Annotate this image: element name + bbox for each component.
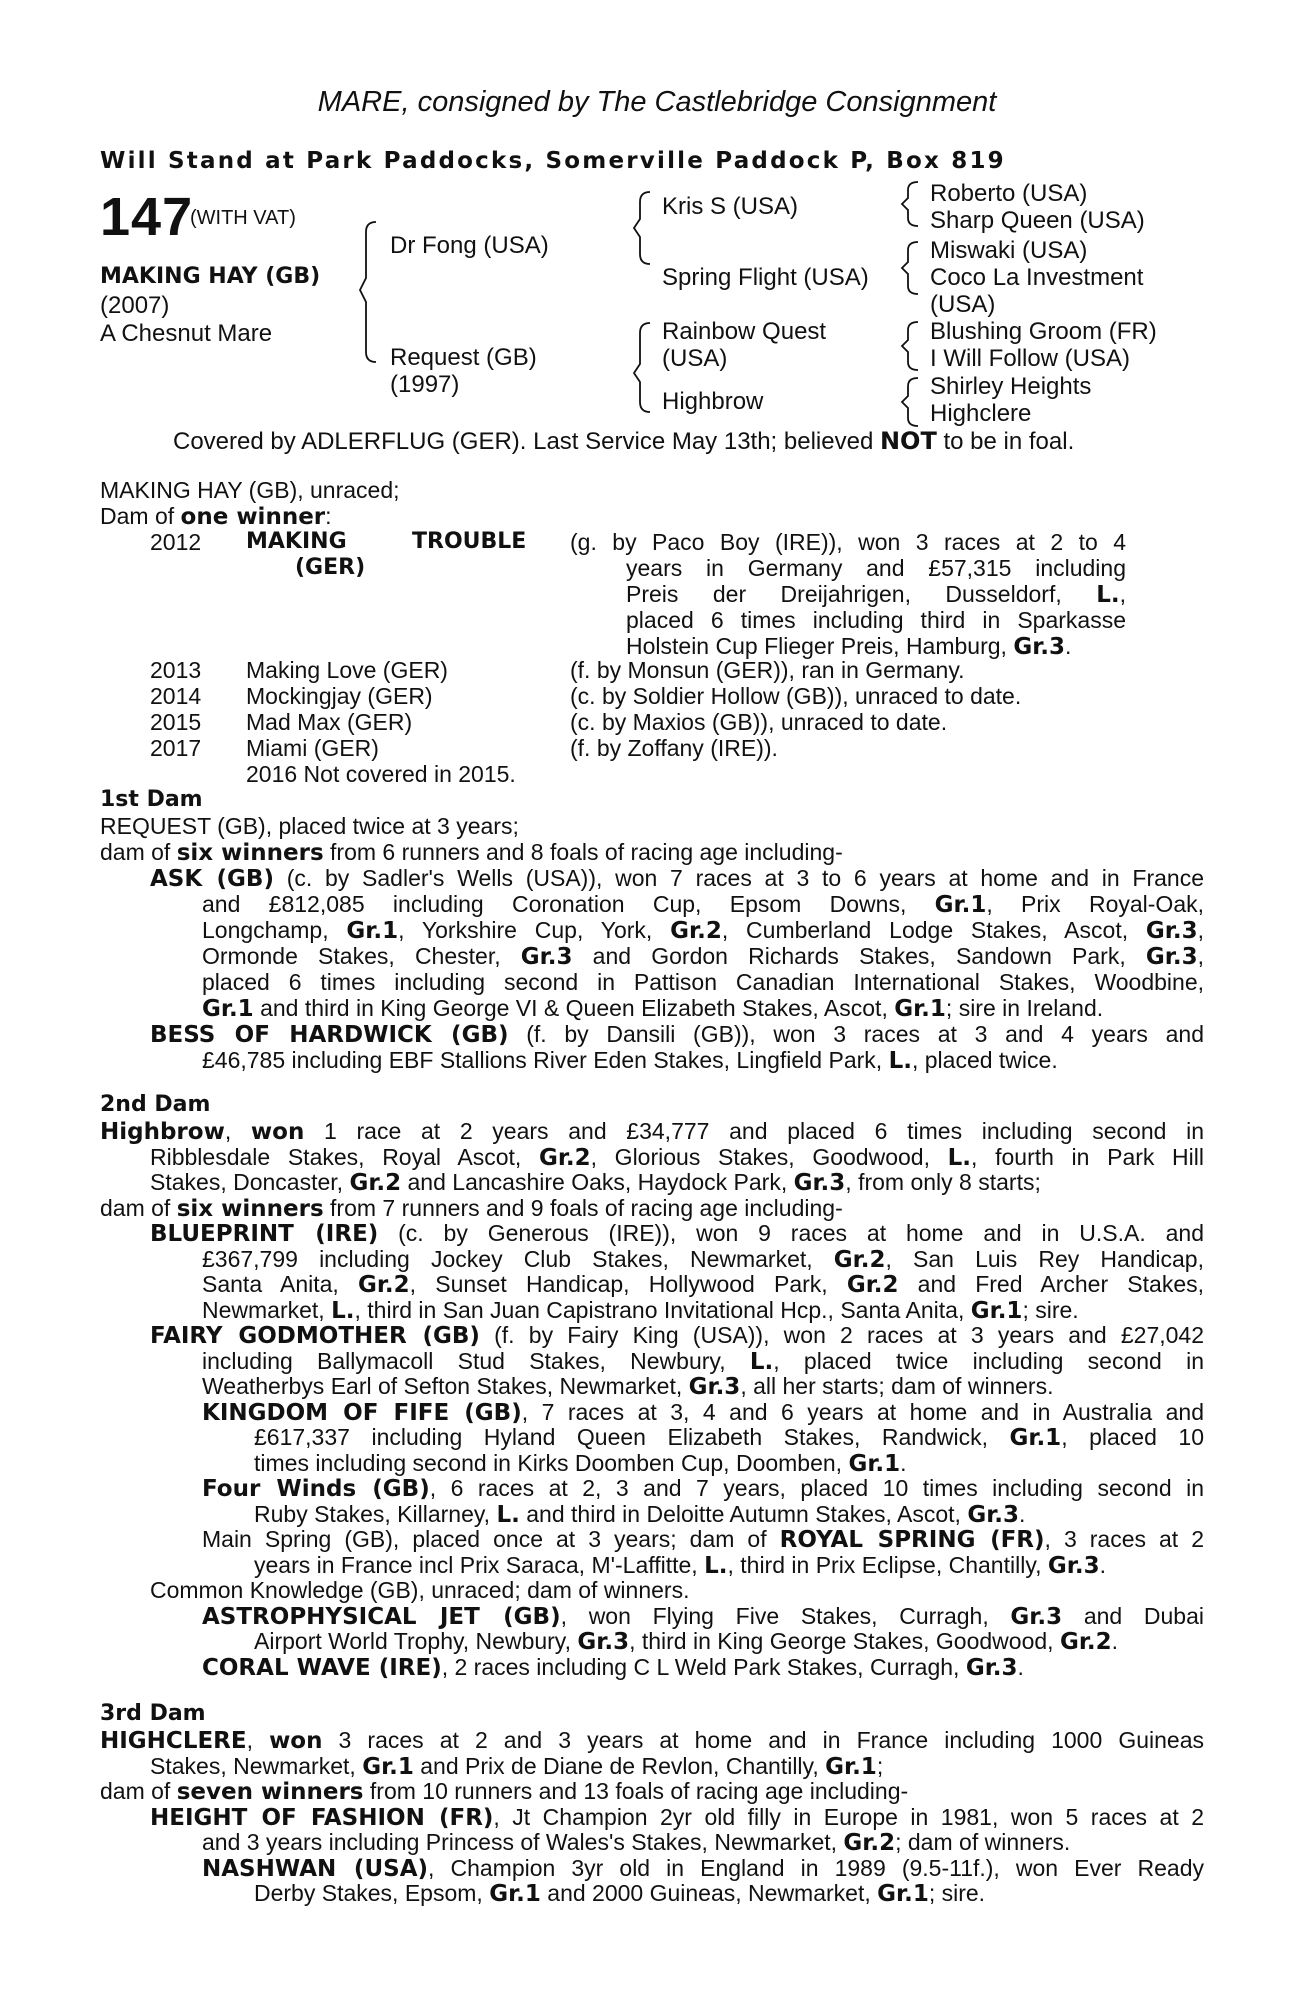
text-line: HEIGHT OF FASHION (FR), Jt Champion 2yr old filly in Europe in 1981, won 5 races at 2 [150, 1803, 1204, 1831]
text-line: Newmarket, L., third in San Juan Capistrano Invitational Hcp., Santa Anita, Gr.1; sire. [202, 1296, 1079, 1324]
dsd: I Will Follow (USA) [930, 345, 1131, 372]
text-line: placed 6 times including second in Pattison Canadian International Stakes, Woodbine, [202, 969, 1204, 995]
text-line: Four Winds (GB), 6 races at 2, 3 and 7 years, placed 10 times including second in [202, 1475, 1204, 1502]
produce-rec: (f. by Monsun (GER)), ran in Germany. [570, 657, 965, 683]
dam2-heading: 2nd Dam [100, 1092, 211, 1117]
text-line: FAIRY GODMOTHER (GB) (f. by Fairy King (USA)), won 2 races at 3 years and £27,042 [150, 1322, 1205, 1349]
text-line: Preis der Dreijahrigen, Dusseldorf, L., [626, 581, 1126, 608]
produce-year: 2013 [150, 657, 202, 683]
text-line: Gr.1 and third in King George VI & Queen Elizabeth Stakes, Ascot, Gr.1; sire in Ireland. [202, 995, 1104, 1022]
text-line: Highbrow, won 1 race at 2 years and £34,777 and placed 6 times including second in [100, 1118, 1205, 1145]
dam1-intro: REQUEST (GB), placed twice at 3 years; [100, 813, 519, 839]
sss: Roberto (USA) [930, 180, 1088, 207]
produce-year: 2014 [150, 683, 202, 709]
horse-description: A Chesnut Mare [100, 320, 273, 347]
text-line: Longchamp, Gr.1, Yorkshire Cup, York, Gr.2, Cumberland Lodge Stakes, Ascot, Gr.3, [202, 917, 1204, 944]
text-line: and 3 years including Princess of Wales's Stakes, Newmarket, Gr.2; dam of winners. [202, 1829, 1071, 1856]
text-line: ASK (GB) (c. by Sadler's Wells (USA)), won 7 races at 3 to 6 years at home and in France [150, 865, 1204, 892]
vat-note: (WITH VAT) [190, 207, 296, 229]
text-line: and £812,085 including Coronation Cup, Epsom Downs, Gr.1, Prix Royal-Oak, [202, 891, 1204, 918]
text-line: BESS OF HARDWICK (GB) (f. by Dansili (GB)), won 3 races at 3 and 4 years and [150, 1021, 1204, 1048]
produce-name: Mockingjay (GER) [246, 683, 433, 709]
dam: Request (GB) [390, 344, 537, 371]
dam3-heading: 3rd Dam [100, 1701, 206, 1726]
produce-name: Making Love (GER) [246, 657, 448, 683]
covered-note: Covered by ADLERFLUG (GER). Last Service May 13th; believed NOT to be in foal. [173, 427, 1075, 455]
text-line: Main Spring (GB), placed once at 3 years; dam of ROYAL SPRING (FR), 3 races at 2 [202, 1526, 1204, 1553]
text-line: ASTROPHYSICAL JET (GB), won Flying Five Stakes, Curragh, Gr.3 and Dubai [202, 1602, 1204, 1630]
dam-dam: Highbrow [662, 388, 764, 415]
produce-name: Miami (GER) [246, 735, 379, 761]
ddd: Highclere [930, 400, 1032, 427]
text-line: £46,785 including EBF Stallions River Eden Stakes, Lingfield Park, L., placed twice. [202, 1047, 1058, 1074]
ssd: Sharp Queen (USA) [930, 207, 1145, 234]
produce-rec: (f. by Zoffany (IRE)). [570, 735, 778, 761]
horse-name: MAKING HAY (GB) [100, 264, 321, 289]
produce-name: Mad Max (GER) [246, 709, 413, 735]
text-line: NASHWAN (USA), Champion 3yr old in England in 1989 (9.5-11f.), won Ever Ready [202, 1854, 1204, 1882]
text-line: KINGDOM OF FIFE (GB), 7 races at 3, 4 and 6 years at home and in Australia and [202, 1398, 1204, 1426]
sds: Miswaki (USA) [930, 237, 1088, 264]
sire-dam: Spring Flight (USA) [662, 264, 869, 291]
text-line: Ormonde Stakes, Chester, Gr.3 and Gordon Richards Stakes, Sandown Park, Gr.3, [202, 943, 1204, 970]
text-line: Ribblesdale Stakes, Royal Ascot, Gr.2, Glorious Stakes, Goodwood, L., fourth in Park Hill [150, 1143, 1204, 1171]
text-line: CORAL WAVE (IRE), 2 races including C L Weld Park Stakes, Curragh, Gr.3. [202, 1653, 1024, 1681]
produce-year: 2015 [150, 709, 202, 735]
stand-location: Will Stand at Park Paddocks, Somerville Paddock P, Box 819 [100, 148, 1006, 174]
dam-sire-line2: (USA) [662, 345, 728, 372]
sdd-line2: (USA) [930, 291, 996, 318]
dam-of-winners: Dam of one winner: [100, 503, 332, 530]
text-line: Santa Anita, Gr.2, Sunset Handicap, Hollywood Park, Gr.2 and Fred Archer Stakes, [202, 1271, 1204, 1298]
produce-rec: (c. by Soldier Hollow (GB)), unraced to date. [570, 683, 1022, 709]
text-line: BLUEPRINT (IRE) (c. by Generous (IRE)), won 9 races at home and in U.S.A. and [150, 1220, 1205, 1247]
dss: Blushing Groom (FR) [930, 318, 1157, 345]
text-line: (g. by Paco Boy (IRE)), won 3 races at 2 to 4 [570, 529, 1126, 555]
text-line: Derby Stakes, Epsom, Gr.1 and 2000 Guineas, Newmarket, Gr.1; sire. [254, 1880, 986, 1907]
lot-number: 147 [100, 187, 194, 247]
text-line: Holstein Cup Flieger Preis, Hamburg, Gr.3. [626, 633, 1072, 660]
text-line: including Ballymacoll Stud Stakes, Newbury, L., placed twice including second in [202, 1347, 1204, 1375]
produce-note: 2016 Not covered in 2015. [246, 761, 516, 787]
produce-rec: (c. by Maxios (GB)), unraced to date. [570, 709, 948, 735]
text-line: £367,799 including Jockey Club Stakes, Newmarket, Gr.2, San Luis Rey Handicap, [202, 1245, 1204, 1273]
horse-year: (2007) [100, 292, 170, 319]
dam-year: (1997) [390, 371, 460, 398]
dam-sire-line1: Rainbow Quest [662, 318, 827, 345]
produce-name: (GER) [295, 555, 366, 580]
dam1-heading: 1st Dam [100, 787, 203, 812]
produce-year: 2012 [150, 529, 202, 555]
text-line: £617,337 including Hyland Queen Elizabeth Stakes, Randwick, Gr.1, placed 10 [254, 1424, 1204, 1451]
text-line: Common Knowledge (GB), unraced; dam of winners. [150, 1577, 690, 1603]
produce-name: MAKING [246, 529, 347, 554]
text-line: dam of six winners from 6 runners and 8 foals of racing age including- [100, 839, 843, 866]
text-line: Airport World Trophy, Newbury, Gr.3, third in King George Stakes, Goodwood, Gr.2. [254, 1628, 1119, 1655]
text-line: years in France incl Prix Saraca, M'-Laffitte, L., third in Prix Eclipse, Chantilly, Gr.3. [254, 1551, 1106, 1579]
text-line: dam of six winners from 7 runners and 9 foals of racing age including- [100, 1194, 843, 1222]
text-line: Ruby Stakes, Killarney, L. and third in Deloitte Autumn Stakes, Ascot, Gr.3. [254, 1500, 1026, 1528]
produce-year: 2017 [150, 735, 202, 761]
dds: Shirley Heights [930, 373, 1092, 400]
sire: Dr Fong (USA) [390, 232, 549, 259]
produce-name: TROUBLE [412, 529, 527, 554]
produce-intro: MAKING HAY (GB), unraced; [100, 477, 400, 503]
text-line: Weatherbys Earl of Sefton Stakes, Newmarket, Gr.3, all her starts; dam of winners. [202, 1373, 1054, 1400]
text-line: placed 6 times including third in Sparkasse [626, 607, 1126, 633]
sire-sire: Kris S (USA) [662, 193, 799, 220]
text-line: dam of seven winners from 10 runners and 13 foals of racing age including- [100, 1778, 909, 1805]
text-line: HIGHCLERE, won 3 races at 2 and 3 years at home and in France including 1000 Guineas [100, 1727, 1204, 1754]
page-heading: MARE, consigned by The Castlebridge Consignment [317, 86, 997, 118]
text-line: years in Germany and £57,315 including [626, 555, 1126, 581]
text-line: times including second in Kirks Doomben Cup, Doomben, Gr.1. [254, 1449, 907, 1477]
sdd-line1: Coco La Investment [930, 264, 1144, 291]
text-line: Stakes, Doncaster, Gr.2 and Lancashire Oaks, Haydock Park, Gr.3, from only 8 starts; [150, 1169, 1041, 1196]
text-line: Stakes, Newmarket, Gr.1 and Prix de Diane de Revlon, Chantilly, Gr.1; [150, 1752, 884, 1780]
